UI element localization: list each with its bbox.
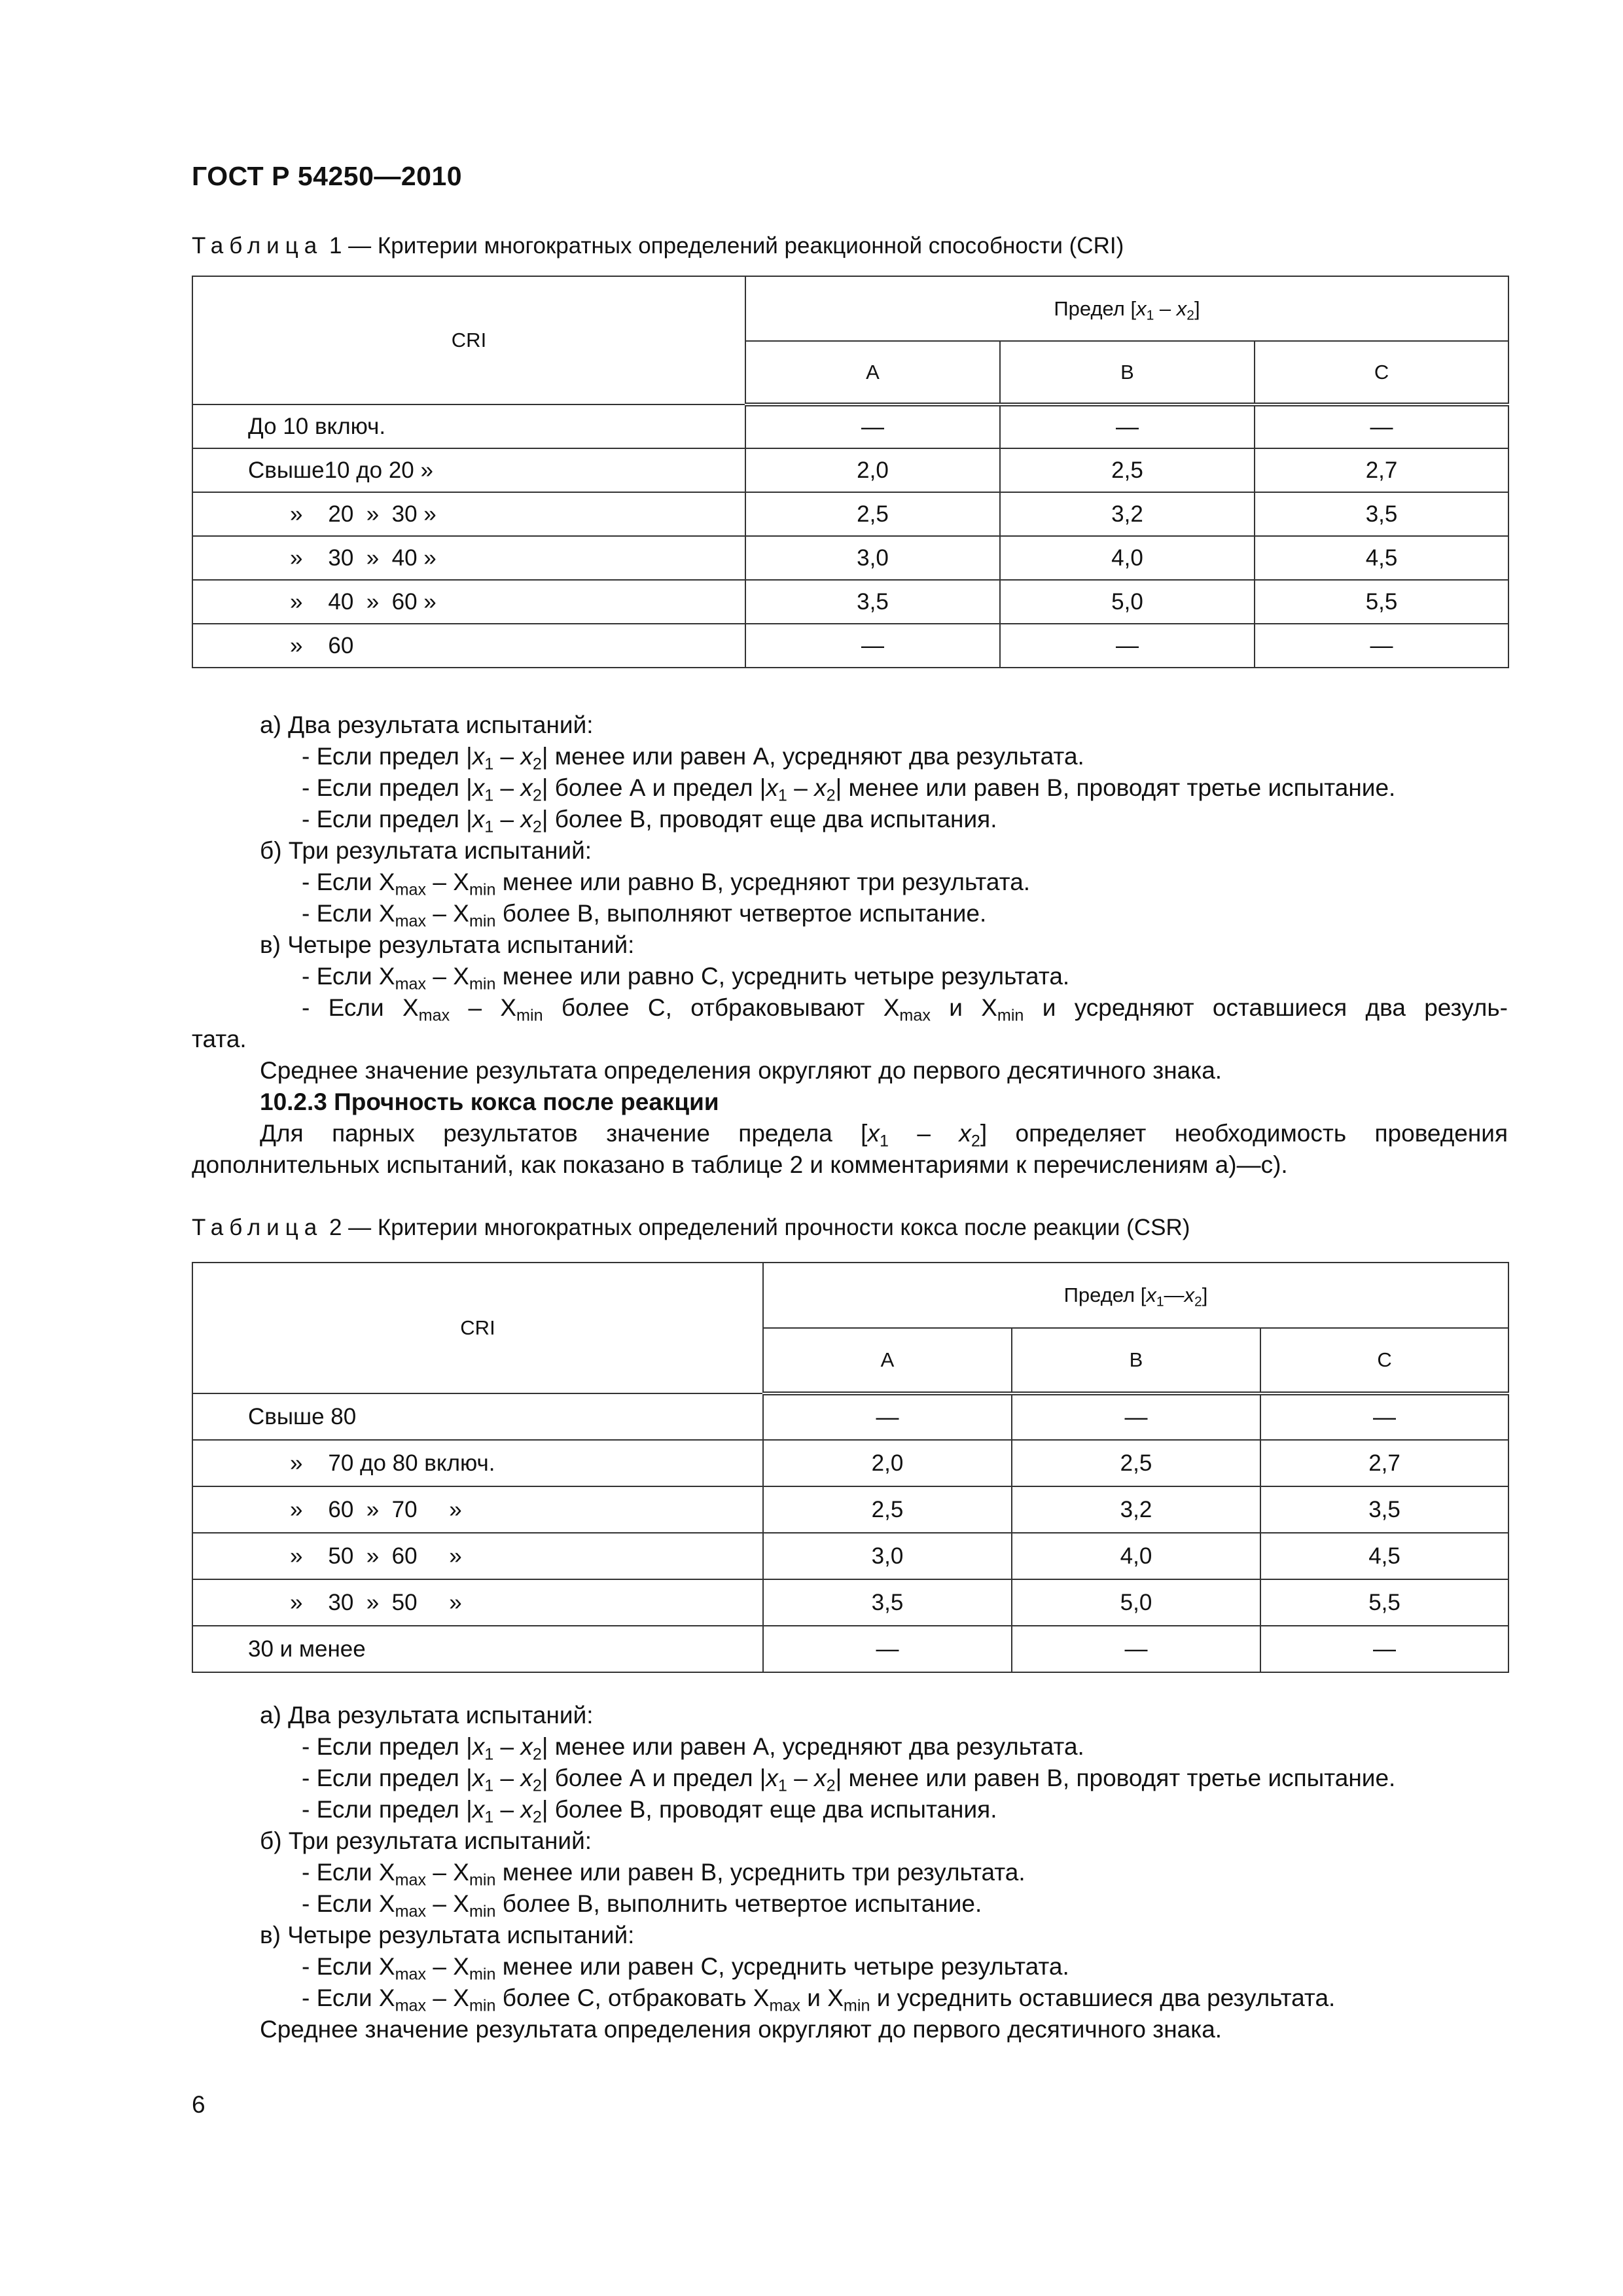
cell-a: — bbox=[763, 1393, 1012, 1440]
note-item: - Если $X_{max} - X_{min}$ более С, отбраковать $X_{max}$ и $X_{min}$ и усреднить оставшиеся два результата. bbox=[302, 1984, 1336, 2015]
section-heading: 10.2.3 Прочность кокса после реакции bbox=[260, 1088, 719, 1115]
row-label: Свыше 80 bbox=[192, 1393, 763, 1440]
note-item: - Если предел $|x_1 - x_2|$ более А и предел $|x_1 - x_2|$ менее или равен В, проводят третье испытание. bbox=[302, 1765, 1396, 1795]
cell-c: — bbox=[1260, 1626, 1508, 1672]
table-row bbox=[192, 1579, 1508, 1626]
cell-b: 4,0 bbox=[1000, 536, 1255, 580]
table1-col-cri: CRI bbox=[192, 276, 745, 404]
table2-limit-header: Предел $[x_1—x_2]$ bbox=[763, 1263, 1508, 1328]
cell-b: — bbox=[1000, 404, 1255, 448]
note-item-continuation: тата. bbox=[192, 1026, 247, 1052]
cell-c: 3,5 bbox=[1260, 1486, 1508, 1533]
cell-b: 3,2 bbox=[1000, 492, 1255, 536]
note-item: - Если $X_{max} - X_{min}$ менее или равно С, усреднить четыре результата. bbox=[302, 963, 1070, 994]
cell-a: 2,0 bbox=[745, 448, 1000, 492]
table1-header-row bbox=[192, 276, 1508, 341]
table-row bbox=[192, 580, 1508, 624]
mean-statement: Среднее значение результата определения округляют до первого десятичного знака. bbox=[260, 2016, 1222, 2043]
note-item: - Если $X_{max} - X_{min}$ менее или равно В, усредняют три результата. bbox=[302, 869, 1031, 899]
table2-caption-text: 2 — Критерии многократных определений прочности кокса после реакции (CSR) bbox=[323, 1215, 1190, 1240]
cell-c: 3,5 bbox=[1255, 492, 1508, 536]
table1-col-a: A bbox=[745, 341, 1000, 404]
cell-a: 2,5 bbox=[745, 492, 1000, 536]
notes-block-1 bbox=[192, 709, 1508, 1181]
table1-caption bbox=[192, 233, 1124, 259]
cell-b: 3,2 bbox=[1012, 1486, 1260, 1533]
table2-col-b: B bbox=[1012, 1328, 1260, 1393]
table1 bbox=[192, 276, 1509, 668]
row-label: Свыше10 до 20 » bbox=[192, 448, 745, 492]
document-id: ГОСТ Р 54250—2010 bbox=[192, 161, 463, 191]
cell-b: 5,0 bbox=[1000, 580, 1255, 624]
row-label: 30 и менее bbox=[192, 1626, 763, 1672]
cell-c: 5,5 bbox=[1260, 1579, 1508, 1626]
cell-a: — bbox=[763, 1626, 1012, 1672]
note-item: - Если $X_{max} - X_{min}$ более В, выполнить четвертое испытание. bbox=[302, 1890, 982, 1921]
note-item: - Если предел $|x_1 - x_2|$ более А и предел $|x_1 - x_2|$ менее или равен В, проводят третье испытание. bbox=[302, 774, 1396, 805]
cell-c: 5,5 bbox=[1255, 580, 1508, 624]
row-label: » 30 » 50 » bbox=[192, 1579, 763, 1626]
table-row bbox=[192, 1626, 1508, 1672]
note-title: б) Три результата испытаний: bbox=[260, 1827, 592, 1854]
row-label: » 70 до 80 включ. bbox=[192, 1440, 763, 1486]
note-item: - Если предел $|x_1 - x_2|$ менее или равен А, усредняют два результата. bbox=[302, 1733, 1084, 1764]
cell-b: 5,0 bbox=[1012, 1579, 1260, 1626]
cell-b: 2,5 bbox=[1000, 448, 1255, 492]
note-title: б) Три результата испытаний: bbox=[260, 837, 592, 864]
row-label: » 30 » 40 » bbox=[192, 536, 745, 580]
table-row bbox=[192, 404, 1508, 448]
cell-a: — bbox=[745, 624, 1000, 668]
note-item: - Если предел $|x_1 - x_2|$ менее или равен А, усредняют два результата. bbox=[302, 743, 1084, 774]
table-row bbox=[192, 1486, 1508, 1533]
cell-c: 2,7 bbox=[1255, 448, 1508, 492]
table-row bbox=[192, 1533, 1508, 1579]
cell-c: 4,5 bbox=[1255, 536, 1508, 580]
table-row bbox=[192, 492, 1508, 536]
note-item: - Если предел $|x_1 - x_2|$ более В, проводят еще два испытания. bbox=[302, 1796, 997, 1827]
cell-a: — bbox=[745, 404, 1000, 448]
table1-col-b: B bbox=[1000, 341, 1255, 404]
note-title: в) Четыре результата испытаний: bbox=[260, 1922, 635, 1948]
paragraph-line: дополнительных испытаний, как показано в таблице 2 и комментариями к перечислениям а)—с). bbox=[192, 1151, 1288, 1178]
table2 bbox=[192, 1262, 1509, 1673]
cell-b: — bbox=[1012, 1626, 1260, 1672]
table-row bbox=[192, 1440, 1508, 1486]
table-row bbox=[192, 448, 1508, 492]
table2-col-c: C bbox=[1260, 1328, 1508, 1393]
note-item: - Если $X_{max} - X_{min}$ менее или равен В, усреднить три результата. bbox=[302, 1859, 1026, 1890]
cell-b: 4,0 bbox=[1012, 1533, 1260, 1579]
cell-a: 3,0 bbox=[763, 1533, 1012, 1579]
row-label: » 40 » 60 » bbox=[192, 580, 745, 624]
row-label: » 60 bbox=[192, 624, 745, 668]
cell-a: 3,5 bbox=[763, 1579, 1012, 1626]
table1-limit-header: Предел $[x_1 - x_2]$ bbox=[745, 276, 1508, 341]
table-row bbox=[192, 536, 1508, 580]
cell-c: — bbox=[1255, 624, 1508, 668]
row-label: До 10 включ. bbox=[192, 404, 745, 448]
note-title: в) Четыре результата испытаний: bbox=[260, 931, 635, 958]
table2-caption-word: Таблица bbox=[192, 1215, 323, 1240]
cell-c: — bbox=[1260, 1393, 1508, 1440]
note-item: - Если $X_{max} - X_{min}$ более С, отбраковывают $X_{max}$ и $X_{min}$ и усредняют оставшиеся два резуль- bbox=[302, 994, 1508, 1025]
table1-caption-text: 1 — Критерии многократных определений реакционной способности (CRI) bbox=[323, 233, 1124, 259]
row-label: » 60 » 70 » bbox=[192, 1486, 763, 1533]
cell-c: 2,7 bbox=[1260, 1440, 1508, 1486]
cell-a: 3,5 bbox=[745, 580, 1000, 624]
table1-col-c: C bbox=[1255, 341, 1508, 404]
page-number: 6 bbox=[192, 2091, 205, 2118]
cell-a: 2,0 bbox=[763, 1440, 1012, 1486]
notes-block-2 bbox=[192, 1700, 1508, 2045]
cell-a: 2,5 bbox=[763, 1486, 1012, 1533]
note-item: - Если $X_{max} - X_{min}$ менее или равен С, усреднить четыре результата. bbox=[302, 1953, 1069, 1984]
note-title: а) Два результата испытаний: bbox=[260, 1702, 594, 1729]
row-label: » 20 » 30 » bbox=[192, 492, 745, 536]
table-row bbox=[192, 1393, 1508, 1440]
table2-caption bbox=[192, 1215, 1190, 1241]
cell-b: — bbox=[1000, 624, 1255, 668]
note-item: - Если $X_{max} - X_{min}$ более В, выполняют четвертое испытание. bbox=[302, 900, 987, 931]
cell-c: 4,5 bbox=[1260, 1533, 1508, 1579]
cell-a: 3,0 bbox=[745, 536, 1000, 580]
cell-b: — bbox=[1012, 1393, 1260, 1440]
mean-statement: Среднее значение результата определения округляют до первого десятичного знака. bbox=[260, 1057, 1222, 1084]
table2-header-row bbox=[192, 1263, 1508, 1328]
note-item: - Если предел $|x_1 - x_2|$ более В, проводят еще два испытания. bbox=[302, 806, 997, 836]
paragraph-line: Для парных результатов значение предела $[x_1 - x_2]$ определяет необходимость проведения bbox=[260, 1120, 1508, 1151]
note-title: а) Два результата испытаний: bbox=[260, 711, 594, 738]
table2-col-a: A bbox=[763, 1328, 1012, 1393]
cell-b: 2,5 bbox=[1012, 1440, 1260, 1486]
row-label: » 50 » 60 » bbox=[192, 1533, 763, 1579]
cell-c: — bbox=[1255, 404, 1508, 448]
table-row bbox=[192, 624, 1508, 668]
table2-col-cri: CRI bbox=[192, 1263, 763, 1393]
table1-caption-word: Таблица bbox=[192, 233, 323, 259]
